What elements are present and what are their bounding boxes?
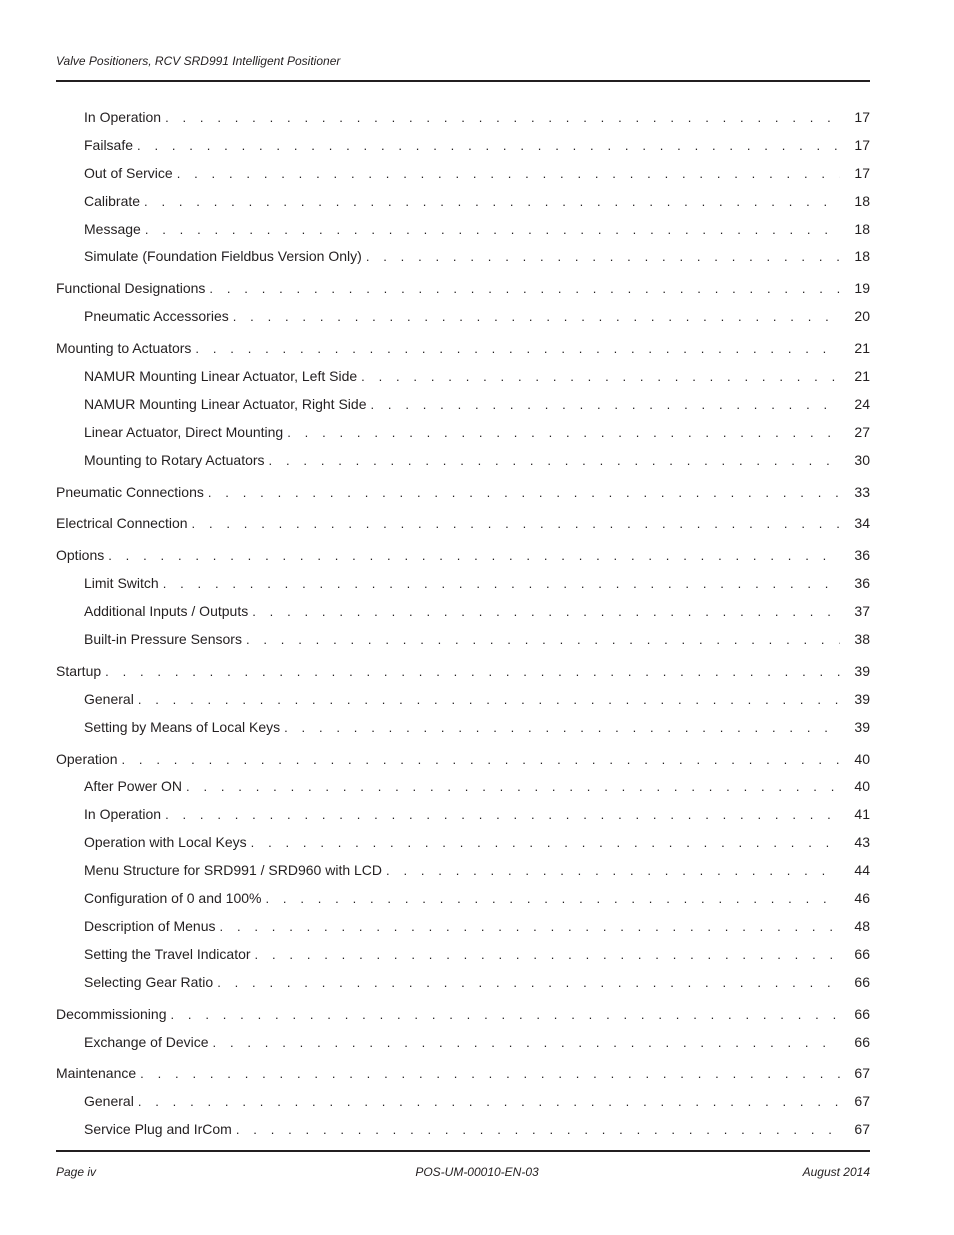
footer-page-number: Page iv (56, 1165, 97, 1179)
toc-entry-title: Pneumatic Connections (56, 483, 204, 500)
toc-page-number: 24 (854, 395, 870, 412)
toc-page-number: 66 (854, 973, 870, 990)
toc-dot-leader (105, 658, 840, 686)
toc-dot-leader (220, 913, 840, 941)
toc-subsection-entry[interactable] (56, 1116, 870, 1144)
toc-dot-leader (121, 746, 840, 774)
toc-page-number: 34 (854, 515, 870, 532)
toc-subsection-entry[interactable] (56, 969, 870, 997)
toc-entry-title: Service Plug and IrCom (84, 1121, 232, 1138)
toc-page-number: 17 (854, 164, 870, 181)
toc-dot-leader (284, 714, 840, 742)
toc-page-number: 67 (854, 1121, 870, 1138)
toc-entry-title: NAMUR Mounting Linear Actuator, Right Side (84, 395, 367, 412)
toc-dot-leader (366, 243, 840, 271)
toc-subsection-entry[interactable] (56, 773, 870, 801)
toc-page-number: 66 (854, 1005, 870, 1022)
toc-entry-title: In Operation (84, 109, 162, 125)
toc-dot-leader (236, 1116, 840, 1144)
toc-section-entry[interactable] (56, 746, 870, 774)
toc-page-number: 18 (854, 248, 870, 265)
toc-page-number: 41 (854, 806, 870, 823)
toc-page-number: 37 (854, 603, 870, 620)
toc-dot-leader (145, 216, 840, 244)
footer-rule (56, 1150, 870, 1152)
toc-dot-leader (195, 335, 840, 363)
toc-page-number: 36 (854, 547, 870, 564)
toc-page-number: 21 (854, 368, 870, 385)
toc-subsection-entry[interactable] (56, 857, 870, 885)
toc-subsection-entry[interactable] (56, 913, 870, 941)
toc-page-number: 66 (854, 945, 870, 962)
toc-entry-title: Electrical Connection (56, 515, 188, 532)
toc-dot-leader (138, 686, 840, 714)
toc-subsection-entry[interactable] (56, 243, 870, 271)
toc-subsection-entry[interactable] (56, 801, 870, 829)
toc-subsection-entry[interactable] (56, 160, 870, 188)
toc-subsection-entry[interactable] (56, 216, 870, 244)
toc-dot-leader (246, 626, 840, 654)
toc-dot-leader (251, 829, 840, 857)
toc-entry-title: Menu Structure for SRD991 / SRD960 with LCD (84, 862, 383, 879)
toc-section-entry[interactable] (56, 275, 870, 303)
table-of-contents (56, 104, 870, 1144)
toc-subsection-entry[interactable] (56, 104, 870, 132)
toc-entry-title: Additional Inputs / Outputs (84, 603, 249, 620)
toc-dot-leader (361, 363, 840, 391)
toc-subsection-entry[interactable] (56, 419, 870, 447)
toc-subsection-entry[interactable] (56, 447, 870, 475)
toc-page-number: 20 (854, 308, 870, 325)
toc-dot-leader (255, 941, 840, 969)
toc-entry-title: Options (56, 547, 105, 564)
toc-subsection-entry[interactable] (56, 570, 870, 598)
toc-section-entry[interactable] (56, 479, 870, 507)
toc-page-number: 18 (854, 220, 870, 237)
toc-entry-title: NAMUR Mounting Linear Actuator, Left Side (84, 368, 358, 385)
toc-entry-title: Limit Switch (84, 575, 159, 592)
toc-page-number: 40 (854, 778, 870, 795)
toc-page-number: 39 (854, 718, 870, 735)
toc-section-entry[interactable] (56, 1060, 870, 1088)
toc-subsection-entry[interactable] (56, 885, 870, 913)
toc-entry-title: Description of Menus (84, 917, 216, 934)
toc-page-number: 43 (854, 834, 870, 851)
toc-entry-title: Functional Designations (56, 280, 206, 297)
running-header: Valve Positioners, RCV SRD991 Intelligent Positioner (56, 54, 341, 68)
toc-page-number: 66 (854, 1033, 870, 1050)
toc-page-number: 44 (854, 862, 870, 879)
footer-doc-number: POS-UM-00010-EN-03 (415, 1165, 539, 1179)
toc-subsection-entry[interactable] (56, 686, 870, 714)
toc-entry-title: Maintenance (56, 1065, 137, 1082)
footer-date: August 2014 (802, 1165, 870, 1179)
toc-dot-leader (138, 1088, 840, 1116)
toc-page-number: 39 (854, 662, 870, 679)
toc-dot-leader (137, 132, 840, 160)
toc-dot-leader (144, 188, 840, 216)
toc-subsection-entry[interactable] (56, 132, 870, 160)
toc-entry-title: After Power ON (84, 778, 183, 795)
toc-subsection-entry[interactable] (56, 598, 870, 626)
toc-dot-leader (165, 104, 840, 132)
toc-section-entry[interactable] (56, 1001, 870, 1029)
toc-page-number: 21 (854, 340, 870, 357)
toc-dot-leader (165, 801, 840, 829)
toc-subsection-entry[interactable] (56, 1088, 870, 1116)
toc-dot-leader (163, 570, 840, 598)
toc-subsection-entry[interactable] (56, 829, 870, 857)
toc-page-number: 67 (854, 1093, 870, 1110)
toc-dot-leader (217, 969, 840, 997)
toc-dot-leader (287, 419, 840, 447)
toc-page-number: 39 (854, 690, 870, 707)
toc-page-number: 30 (854, 451, 870, 468)
toc-subsection-entry[interactable] (56, 1029, 870, 1057)
toc-dot-leader (265, 885, 840, 913)
toc-page-number: 17 (854, 109, 870, 125)
toc-entry-title: Selecting Gear Ratio (84, 973, 214, 990)
toc-dot-leader (386, 857, 840, 885)
toc-dot-leader (252, 598, 840, 626)
toc-subsection-entry[interactable] (56, 941, 870, 969)
toc-page-number: 38 (854, 631, 870, 648)
toc-entry-title: Mounting to Rotary Actuators (84, 451, 265, 468)
toc-dot-leader (208, 479, 840, 507)
toc-page-number: 19 (854, 280, 870, 297)
toc-dot-leader (170, 1001, 840, 1029)
toc-entry-title: Failsafe (84, 136, 134, 153)
toc-dot-leader (186, 773, 840, 801)
toc-page-number: 18 (854, 192, 870, 209)
toc-entry-title: In Operation (84, 806, 162, 823)
toc-dot-leader (177, 160, 840, 188)
toc-entry-title: General (84, 690, 134, 707)
toc-entry-title: Operation with Local Keys (84, 834, 247, 851)
toc-entry-title: Startup (56, 662, 102, 679)
toc-entry-title: Mounting to Actuators (56, 340, 192, 357)
toc-subsection-entry[interactable] (56, 363, 870, 391)
toc-section-entry[interactable] (56, 658, 870, 686)
toc-entry-title: Configuration of 0 and 100% (84, 890, 262, 907)
header-rule (56, 80, 870, 82)
toc-entry-title: Setting the Travel Indicator (84, 945, 251, 962)
toc-entry-title: Built-in Pressure Sensors (84, 631, 242, 648)
toc-page-number: 46 (854, 890, 870, 907)
toc-subsection-entry[interactable] (56, 391, 870, 419)
toc-entry-title: Decommissioning (56, 1005, 167, 1022)
toc-dot-leader (269, 447, 840, 475)
toc-entry-title: Simulate (Foundation Fieldbus Version Only) (84, 248, 362, 265)
toc-dot-leader (233, 303, 840, 331)
toc-entry-title: Calibrate (84, 192, 141, 209)
toc-dot-leader (192, 510, 840, 538)
toc-page-number: 17 (854, 136, 870, 153)
toc-section-entry[interactable] (56, 335, 870, 363)
toc-subsection-entry[interactable] (56, 714, 870, 742)
toc-dot-leader (209, 275, 840, 303)
toc-subsection-entry[interactable] (56, 626, 870, 654)
toc-dot-leader (370, 391, 840, 419)
toc-dot-leader (108, 542, 840, 570)
toc-page-number: 40 (854, 750, 870, 767)
toc-subsection-entry[interactable] (56, 188, 870, 216)
toc-section-entry[interactable] (56, 510, 870, 538)
toc-page-number: 27 (854, 423, 870, 440)
toc-entry-title: Linear Actuator, Direct Mounting (84, 423, 284, 440)
toc-entry-title: Setting by Means of Local Keys (84, 718, 281, 735)
toc-entry-title: Operation (56, 750, 118, 767)
toc-entry-title: Out of Service (84, 164, 173, 181)
toc-page-number: 48 (854, 917, 870, 934)
toc-section-entry[interactable] (56, 542, 870, 570)
toc-entry-title: Pneumatic Accessories (84, 308, 229, 325)
toc-entry-title: Message (84, 220, 141, 237)
toc-page-number: 33 (854, 483, 870, 500)
toc-subsection-entry[interactable] (56, 303, 870, 331)
toc-entry-title: General (84, 1093, 134, 1110)
toc-page-number: 36 (854, 575, 870, 592)
toc-entry-title: Exchange of Device (84, 1033, 209, 1050)
toc-dot-leader (213, 1029, 840, 1057)
toc-dot-leader (140, 1060, 840, 1088)
toc-page-number: 67 (854, 1065, 870, 1082)
